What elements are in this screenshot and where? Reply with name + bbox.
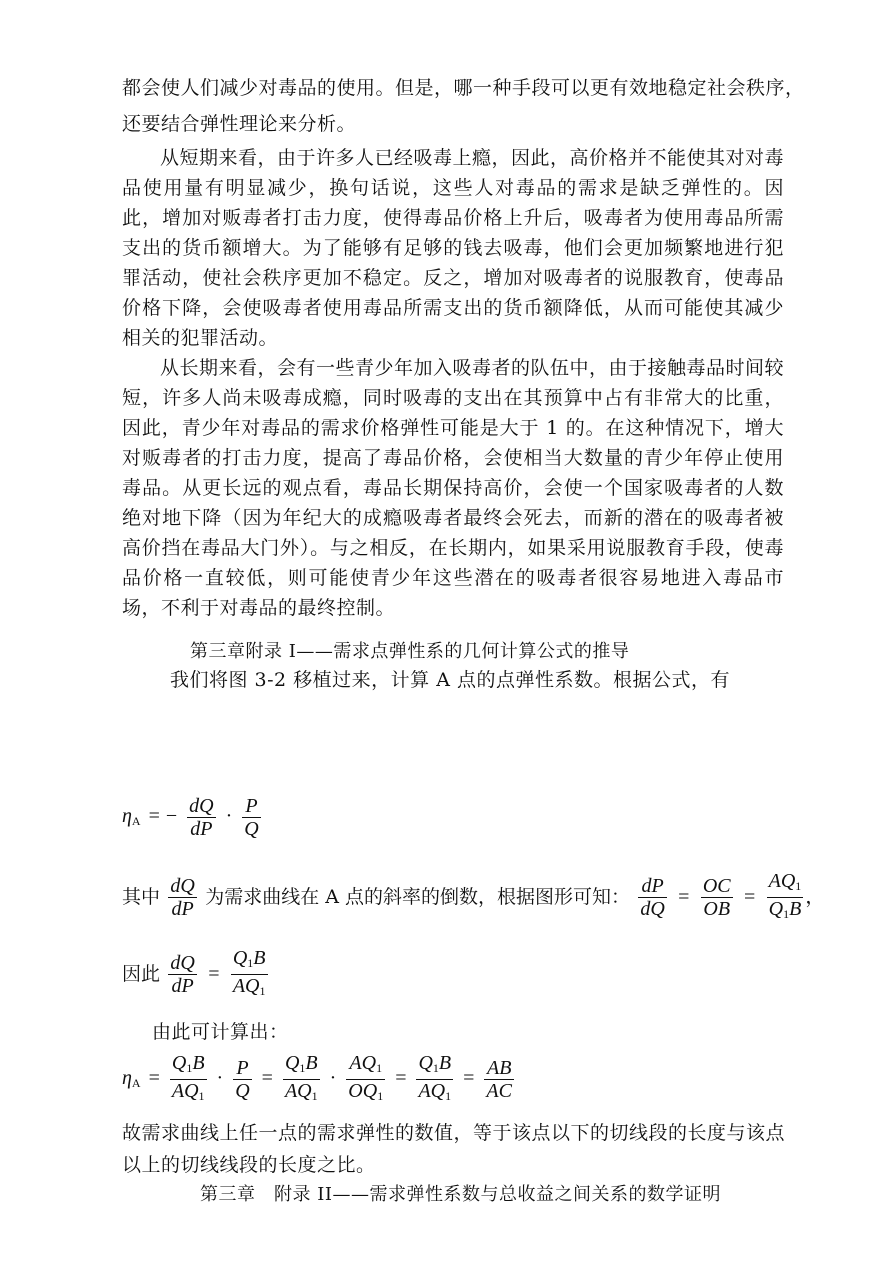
slope-explanation-line: 其中 $\frac{dQ}{dP}$ 为需求曲线在 A 点的斜率的倒数，根据图形可知： $\frac{dP}{dQ}$ = $\frac{OC}{OB}$ = $\frac{AQ_1}{Q_1B}$ ， xyxy=(122,870,825,925)
fraction: $\frac{P}{Q}$ xyxy=(244,795,259,840)
fraction: $\frac{dQ}{dP}$ xyxy=(170,952,195,997)
appendix-2-title: 第三章 附录 II——需求弹性系数与总收益之间关系的数学证明 xyxy=(200,1184,721,1205)
fraction: $\frac{AQ_1}{Q_1B}$ xyxy=(768,870,802,921)
eta-symbol: η xyxy=(122,805,132,828)
fraction: $\frac{dP}{dQ}$ xyxy=(640,875,665,920)
appendix-1-intro: 我们将图 3-2 移植过来，计算 A 点的点弹性系数。根据公式，有 xyxy=(170,669,730,691)
calculation-intro: 由此可计算出： xyxy=(152,1021,289,1043)
fraction: $\frac{dQ}{dP}$ xyxy=(189,795,214,840)
paragraph-line: 都会使人们减少对毒品的使用。但是，哪一种手段可以更有效地稳定社会秩序， xyxy=(122,77,805,99)
fraction: $\frac{Q_1B}{AQ_1}$ xyxy=(284,1052,318,1103)
formula-point-elasticity: $\eta_A$ = − $\frac{dQ}{dP}$ · $\frac{P}{Q}$ xyxy=(122,795,259,840)
fraction: $\frac{Q_1B}{AQ_1}$ xyxy=(171,1052,205,1103)
fraction: $\frac{P}{Q}$ xyxy=(235,1057,250,1102)
conclusion-line: 以上的切线线段的长度之比。 xyxy=(122,1154,376,1176)
therefore-line: 因此 $\frac{dQ}{dP}$ = $\frac{Q_1B}{AQ_1}$ xyxy=(122,947,270,1002)
formula-final: $\eta_A$ = $\frac{Q_1B}{AQ_1}$ · $\frac{P}{Q}$ = $\frac{Q_1B}{AQ_1}$ · $\frac{AQ_1}{OQ_1}$ = $\frac{Q_1B}{AQ_1}$ = $\frac{AB}{AC}$ xyxy=(122,1052,516,1107)
fraction: $\frac{Q_1B}{AQ_1}$ xyxy=(418,1052,452,1103)
fraction: $\frac{AB}{AC}$ xyxy=(486,1057,512,1102)
fraction: $\frac{AQ_1}{OQ_1}$ xyxy=(348,1052,384,1103)
fraction: $\frac{OC}{OB}$ xyxy=(702,875,731,920)
paragraph-long-term: 从长期来看，会有一些青少年加入吸毒者的队伍中，由于接触毒品时间较短，许多人尚未吸毒成瘾，同时吸毒的支出在其预算中占有非常大的比重，因此，青少年对毒品的需求价格弹性可能是大于 1 的。在这种情况下，增大对贩毒者的打击力度，提高了毒品价格，会使相当大数量的青少年停止使用毒品。从更长远的观点看，毒品长期保持高价，会使一个国家吸毒者的人数绝对地下降（因为年纪大的成瘾吸毒者最终会死去，而新的潜在的吸毒者被高价挡在毒品大门外）。与之相反，在长期内，如果采用说服教育手段，使毒品价格一直较低，则可能使青少年这些潜在的吸毒者很容易地进入毒品市场，不利于对毒品的最终控制。 xyxy=(122,357,785,619)
conclusion-line: 故需求曲线上任一点的需求弹性的数值，等于该点以下的切线段的长度与该点 xyxy=(122,1122,786,1144)
fraction: $\frac{dQ}{dP}$ xyxy=(170,875,195,920)
appendix-1-title: 第三章附录 I——需求点弹性系的几何计算公式的推导 xyxy=(190,641,630,662)
paragraph-short-term: 从短期来看，由于许多人已经吸毒上瘾，因此，高价格并不能使其对对毒品使用量有明显减少，换句话说，这些人对毒品的需求是缺乏弹性的。因此，增加对贩毒者打击力度，使得毒品价格上升后，吸毒者为使用毒品所需支出的货币额增大。为了能够有足够的钱去吸毒，他们会更加频繁地进行犯罪活动，使社会秩序更加不稳定。反之，增加对吸毒者的说服教育，使毒品价格下降，会使吸毒者使用毒品所需支出的货币额降低，从而可能使其减少相关的犯罪活动。 xyxy=(122,147,785,349)
paragraph-line: 还要结合弹性理论来分析。 xyxy=(122,113,357,135)
fraction: $\frac{Q_1B}{AQ_1}$ xyxy=(232,947,266,998)
